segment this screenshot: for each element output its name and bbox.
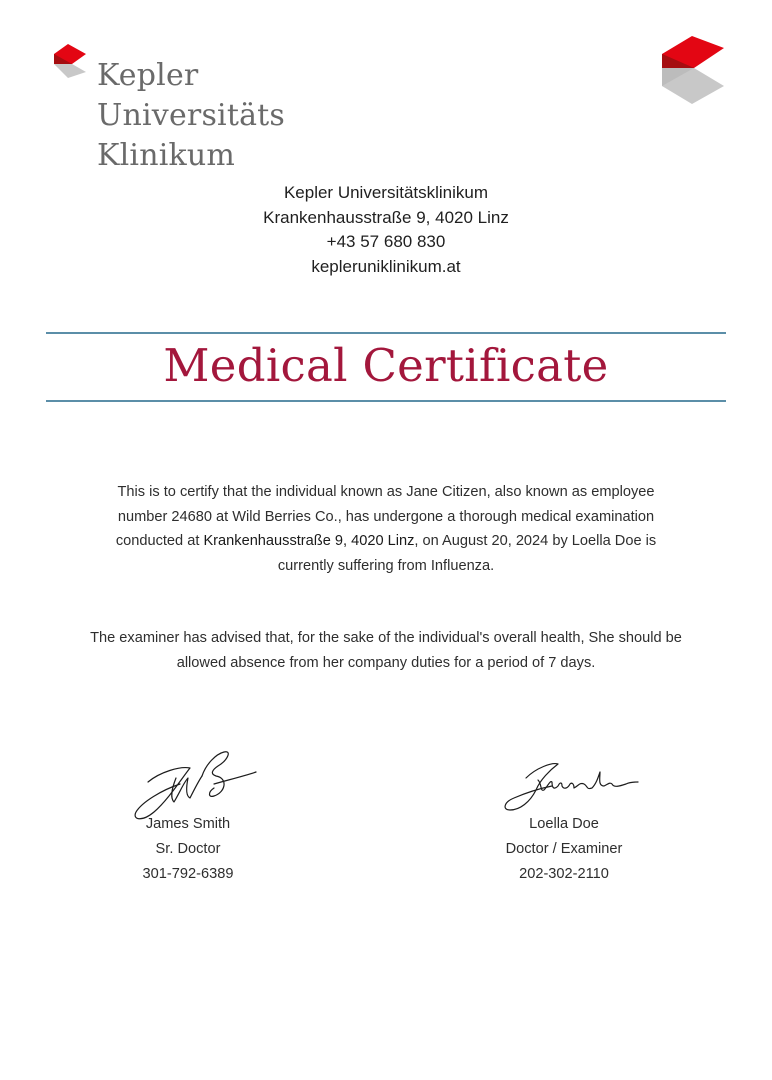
signatory-title: Sr. Doctor <box>155 841 221 857</box>
logo-line-1: Kepler <box>97 58 199 93</box>
signatory-name: James Smith <box>145 816 231 832</box>
clinic-street-address: Krankenhausstraße 9, 4020 Linz <box>263 207 509 227</box>
certification-paragraph <box>96 480 676 578</box>
signatory-phone: 202-302-2110 <box>519 866 609 882</box>
signatory-block-1 <box>108 812 268 887</box>
certification-text-part2: , on August 20, 2024 by Loella Doe is currently suffering from Influenza. <box>277 533 657 574</box>
examination-location: Krankenhausstraße 9, 4020 Linz <box>203 533 415 550</box>
clinic-address-block <box>0 181 772 279</box>
logo-mark-large-icon <box>662 36 724 104</box>
clinic-name: Kepler Universitätsklinikum <box>283 183 489 202</box>
logo-line-2: Universitäts <box>97 98 286 133</box>
logo-wordmark <box>97 56 285 176</box>
title-divider-bottom <box>46 400 726 402</box>
clinic-phone: +43 57 680 830 <box>326 232 446 251</box>
recommendation-paragraph: The examiner has advised that, for the sake of the individual's overall health, She should be allowed absence from her company duties for a period of 7 days. <box>90 630 682 671</box>
signatory-name: Loella Doe <box>529 816 599 832</box>
signatory-phone: 301-792-6389 <box>142 866 234 882</box>
signatory-block-2 <box>484 812 644 887</box>
certification-text-part1: This is to certify that the individual known as Jane Citizen, also known as employee number 24680 at Wild Berries Co., has undergone a thorough medical examination conducted at <box>115 484 655 550</box>
title-divider-top <box>46 332 726 334</box>
logo-line-3: Klinikum <box>97 138 236 173</box>
signature-loella-doe <box>500 758 640 816</box>
page-title: Medical Certificate <box>163 339 609 392</box>
clinic-website: kepleruniklinikum.at <box>311 256 461 276</box>
logo-mark-icon <box>54 44 86 78</box>
signatory-title: Doctor / Examiner <box>505 841 623 857</box>
